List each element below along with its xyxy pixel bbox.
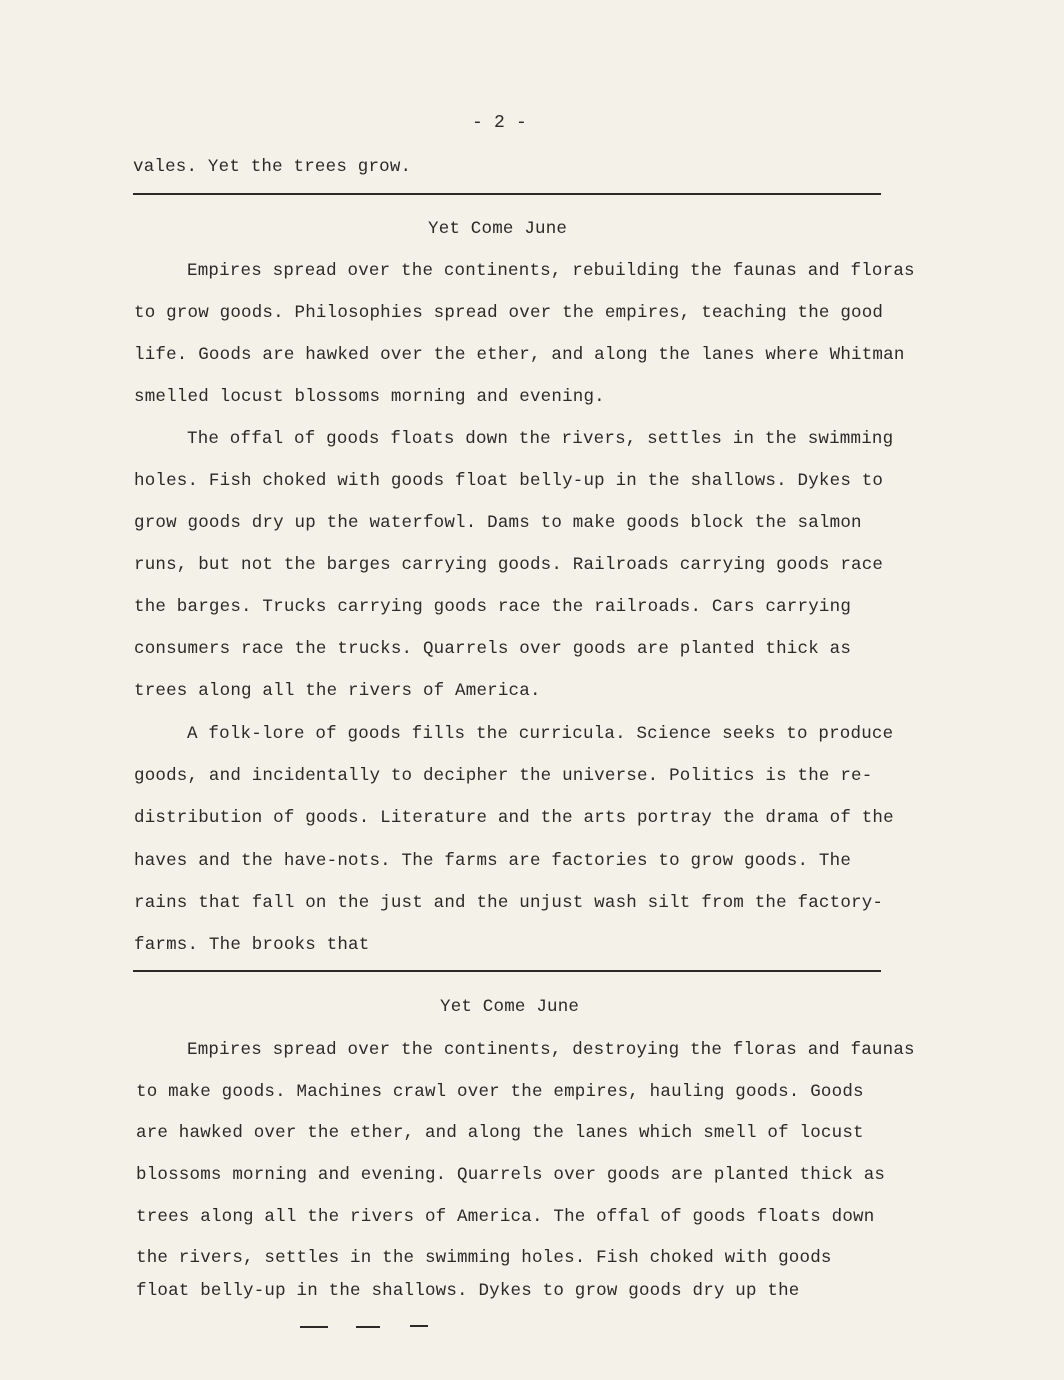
- draft-1-line: to grow goods. Philosophies spread over the empires, teaching the good: [134, 303, 884, 323]
- draft-1-line: smelled locust blossoms morning and evening.: [134, 387, 605, 407]
- draft-1-title: Yet Come June: [428, 219, 568, 239]
- draft-1-line: trees along all the rivers of America.: [134, 681, 541, 701]
- page-number: - 2 -: [472, 113, 528, 133]
- draft-1-line: grow goods dry up the waterfowl. Dams to make goods block the salmon: [134, 513, 862, 533]
- bottom-dash: [300, 1326, 328, 1328]
- draft-1-line: runs, but not the barges carrying goods. Railroads carrying goods race: [134, 555, 884, 575]
- section-divider-2: [133, 970, 881, 972]
- draft-2-line: float belly-up in the shallows. Dykes to grow goods dry up the: [136, 1281, 800, 1301]
- draft-1-line: The offal of goods floats down the rivers, settles in the swimming: [187, 429, 894, 449]
- draft-1-line: distribution of goods. Literature and the arts portray the drama of the: [134, 808, 894, 828]
- draft-2-line: to make goods. Machines crawl over the empires, hauling goods. Goods: [136, 1082, 864, 1102]
- bottom-dash: [410, 1325, 428, 1327]
- draft-1-line: haves and the have-nots. The farms are factories to grow goods. The: [134, 851, 852, 871]
- draft-2-line: trees along all the rivers of America. The offal of goods floats down: [136, 1207, 875, 1227]
- draft-1-line: the barges. Trucks carrying goods race the railroads. Cars carrying: [134, 597, 852, 617]
- draft-1-line: Empires spread over the continents, rebuilding the faunas and floras: [187, 261, 915, 281]
- draft-1-line: farms. The brooks that: [134, 935, 370, 955]
- draft-1-line: consumers race the trucks. Quarrels over goods are planted thick as: [134, 639, 852, 659]
- bottom-dash: [356, 1326, 380, 1328]
- draft-1-line: life. Goods are hawked over the ether, and along the lanes where Whitman: [134, 345, 905, 365]
- draft-1-line: holes. Fish choked with goods float belly-up in the shallows. Dykes to: [134, 471, 884, 491]
- draft-2-line: are hawked over the ether, and along the lanes which smell of locust: [136, 1123, 864, 1143]
- section-divider-1: [133, 193, 881, 195]
- draft-2-line: blossoms morning and evening. Quarrels over goods are planted thick as: [136, 1165, 886, 1185]
- draft-1-line: A folk-lore of goods fills the curricula. Science seeks to produce: [187, 724, 894, 744]
- draft-2-title: Yet Come June: [440, 997, 580, 1017]
- continuation-line: vales. Yet the trees grow.: [133, 157, 412, 177]
- draft-1-line: goods, and incidentally to decipher the universe. Politics is the re-: [134, 766, 873, 786]
- draft-1-line: rains that fall on the just and the unjust wash silt from the factory-: [134, 893, 884, 913]
- draft-2-line: the rivers, settles in the swimming holes. Fish choked with goods: [136, 1248, 832, 1268]
- draft-2-line: Empires spread over the continents, destroying the floras and faunas: [187, 1040, 915, 1060]
